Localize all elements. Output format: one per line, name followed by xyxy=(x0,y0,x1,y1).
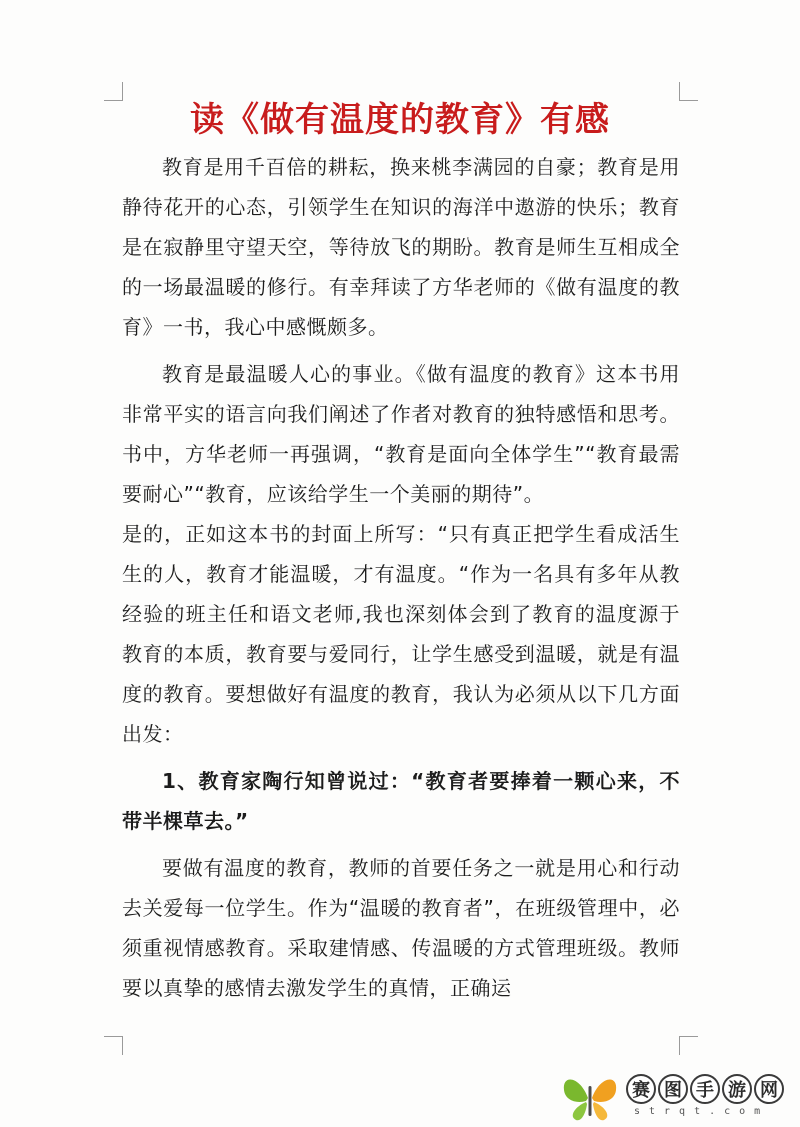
corner-mark-bottom-left xyxy=(104,1036,123,1055)
paragraph-reflection: 是的，正如这本书的封面上所写：“只有真正把学生看成活生生的人，教育才能温暖，才有温度。“作为一名具有多年从教经验的班主任和语文老师,我也深刻体会到了教育的温度源于教育的本质，教育要与爱同行，让学生感受到温暖，就是有温度的教育。要想做好有温度的教育，我认为必须从以下几方面出发： xyxy=(122,522,680,746)
paragraph-section-1: 要做有温度的教育，教师的首要任务之一就是用心和行动去关爱每一位学生。作为“温暖的教育者”，在班级管理中，必须重视情感教育。采取建情感、传温暖的方式管理班级。教师要以真挚的感情去激发学生的真情，正确运 xyxy=(122,856,680,1000)
watermark-char: 赛 xyxy=(626,1074,656,1104)
watermark-char: 网 xyxy=(754,1074,784,1104)
document-title: 读《做有温度的教育》有感 xyxy=(190,100,610,140)
section-heading-1: 1、教育家陶行知曾说过：“教育者要捧着一颗心来，不带半棵草去。” xyxy=(122,769,680,833)
paragraph-intro: 教育是用千百倍的耕耘，换来桃李满园的自豪；教育是用静待花开的心态，引领学生在知识的海洋中遨游的快乐；教育是在寂静里守望天空，等待放飞的期盼。教育是师生互相成全的一场最温暖的修行。有幸拜读了方华老师的《做有温度的教育》一书，我心中感慨颇多。 xyxy=(122,155,680,339)
butterfly-logo-icon xyxy=(558,1068,622,1122)
watermark-text xyxy=(626,1074,784,1117)
watermark-domain: strqt.com xyxy=(634,1105,770,1117)
corner-mark-bottom-right xyxy=(679,1036,698,1055)
watermark-char: 图 xyxy=(658,1074,688,1104)
paragraph-book: 教育是最温暖人心的事业。《做有温度的教育》这本书用非常平实的语言向我们阐述了作者对教育的独特感悟和思考。书中，方华老师一再强调，“教育是面向全体学生”“教育最需要耐心”“教育，应该给学生一个美丽的期待”。 xyxy=(122,362,680,506)
watermark-char: 手 xyxy=(690,1074,720,1104)
document-body xyxy=(122,141,680,1008)
watermark-char: 游 xyxy=(722,1074,752,1104)
site-watermark xyxy=(558,1068,794,1122)
